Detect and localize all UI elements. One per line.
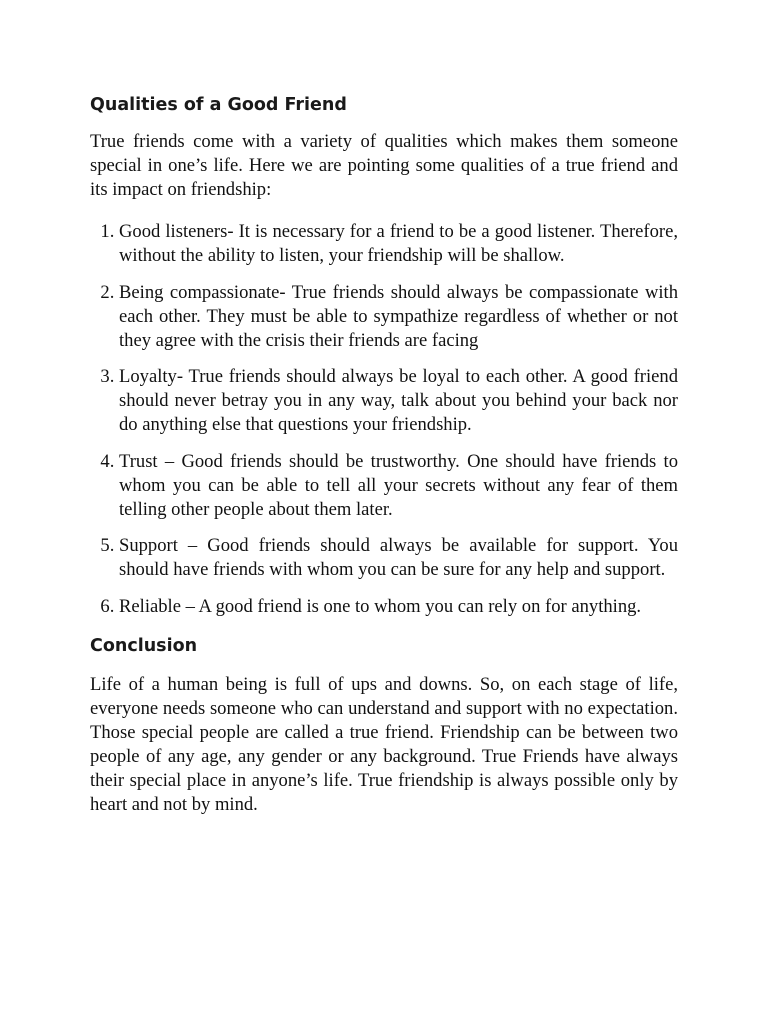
quality-item-loyalty: 3. Loyalty- True friends should always be loyal to each other. A good friend should never betray you in any way, talk about you behind your back nor do anything else that questions your friendship. xyxy=(119,365,678,437)
quality-item-good-listeners: 1. Good listeners- It is necessary for a friend to be a good listener. Therefore, without the ability to listen, your friendship will be shallow. xyxy=(119,220,678,268)
section-heading-qualities: Qualities of a Good Friend xyxy=(90,95,347,115)
quality-item-compassionate: 2. Being compassionate- True friends should always be compassionate with each other. They must be able to sympathize regardless of whether or not they agree with the crisis their friends are facing xyxy=(119,281,678,353)
quality-item-trust: 4. Trust – Good friends should be trustworthy. One should have friends to whom you can be able to tell all your secrets without any fear of them telling other people about them later. xyxy=(119,450,678,522)
intro-paragraph: True friends come with a variety of qualities which makes them someone special in one’s life. Here we are pointing some qualities of a true friend and its impact on friendship: xyxy=(90,131,678,200)
quality-item-support: 5. Support – Good friends should always be available for support. You should have friends with whom you can be sure for any help and support. xyxy=(119,534,678,582)
document-page xyxy=(90,92,678,817)
qualities-list xyxy=(90,220,678,619)
section-heading-conclusion: Conclusion xyxy=(90,635,198,656)
conclusion-paragraph: Life of a human being is full of ups and downs. So, on each stage of life, everyone needs someone who can understand and support with no expectation. Those special people are called a true friend. Friendship can be between two people of any age, any gender or any background. True Friends have always their special place in anyone’s life. True friendship is always possible only by heart and not by mind. xyxy=(90,673,678,815)
quality-item-reliable: 6. Reliable – A good friend is one to whom you can rely on for anything. xyxy=(119,595,678,619)
